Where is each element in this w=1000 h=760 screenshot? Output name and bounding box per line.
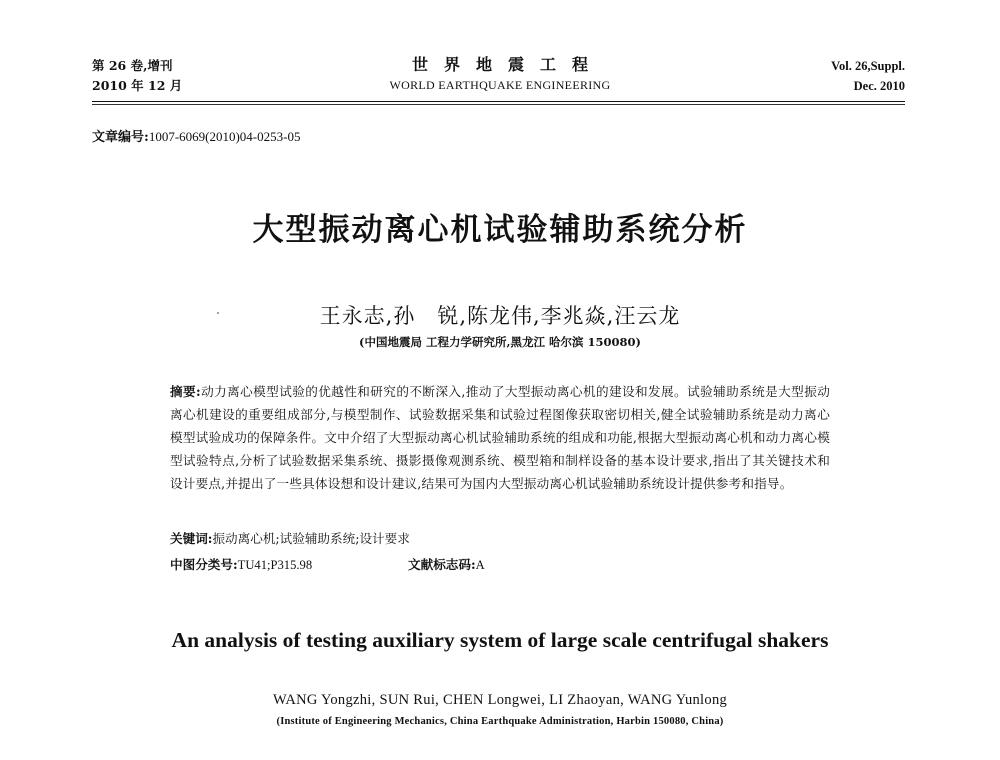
volume-cn: 第 26 卷,增刊 bbox=[92, 58, 173, 73]
volume-en: Vol. 26,Suppl. bbox=[831, 59, 905, 73]
journal-title-en: WORLD EARTHQUAKE ENGINEERING bbox=[389, 78, 611, 92]
doc-code-label: 文献标志码: bbox=[408, 557, 476, 572]
keywords-text: 振动离心机;试验辅助系统;设计要求 bbox=[212, 531, 410, 546]
affiliation-cn: (中国地震局 工程力学研究所,黑龙江 哈尔滨 150080) bbox=[359, 335, 641, 349]
title-cn: 大型振动离心机试验辅助系统分析 bbox=[252, 212, 748, 248]
article-number-value: 1007-6069(2010)04-0253-05 bbox=[148, 129, 301, 144]
keywords bbox=[170, 530, 410, 548]
header-center bbox=[330, 54, 670, 94]
abstract-label: 摘要: bbox=[170, 384, 201, 399]
header-right bbox=[831, 56, 905, 96]
keywords-label: 关键词: bbox=[170, 531, 213, 546]
authors-cn: 王永志,孙 锐,陈龙伟,李兆焱,汪云龙 bbox=[319, 304, 681, 328]
article-number bbox=[92, 128, 300, 147]
doc-code-value: A bbox=[475, 558, 485, 572]
journal-title-cn: 世界地震工程 bbox=[411, 55, 604, 74]
abstract-text: 动力离心模型试验的优越性和研究的不断深入,推动了大型振动离心机的建设和发展。试验辅助系统是大型振动离心机建设的重要组成部分,与模型制作、试验数据采集和试验过程图像获取密切相关,健全试验辅助系统是动力离心模型试验成功的保障条件。文中介绍了大型振动离心机试验辅助系统的组成和功能,根据大型振动离心机和动力离心模型试验特点,分析了试验数据采集系统、摄影摄像观测系统、模型箱和制样设备的基本设计要求,指出了其关键技术和设计要点,并提出了一些具体设想和设计建议,结果可为国内大型振动离心机试验辅助系统设计提供参考和指导。 bbox=[170, 384, 831, 491]
classification bbox=[170, 556, 670, 574]
title-en: An analysis of testing auxiliary system of large scale centrifugal shakers bbox=[171, 628, 829, 652]
header-rule-thin bbox=[92, 104, 905, 105]
date-en: Dec. 2010 bbox=[853, 79, 905, 93]
header-rule bbox=[92, 101, 905, 102]
authors-en: WANG Yongzhi, SUN Rui, CHEN Longwei, LI Zhaoyan, WANG Yunlong bbox=[272, 692, 728, 708]
article-number-label: 文章编号: bbox=[92, 130, 149, 145]
clc-value: TU41;P315.98 bbox=[237, 558, 313, 572]
clc-label: 中图分类号: bbox=[170, 557, 238, 572]
abstract bbox=[170, 380, 830, 495]
doc-code bbox=[408, 556, 485, 574]
date-cn: 2010 年 12 月 bbox=[92, 78, 183, 93]
affiliation-en: (Institute of Engineering Mechanics, China Earthquake Administration, Harbin 150080, China) bbox=[276, 716, 724, 727]
header-left bbox=[92, 56, 182, 96]
